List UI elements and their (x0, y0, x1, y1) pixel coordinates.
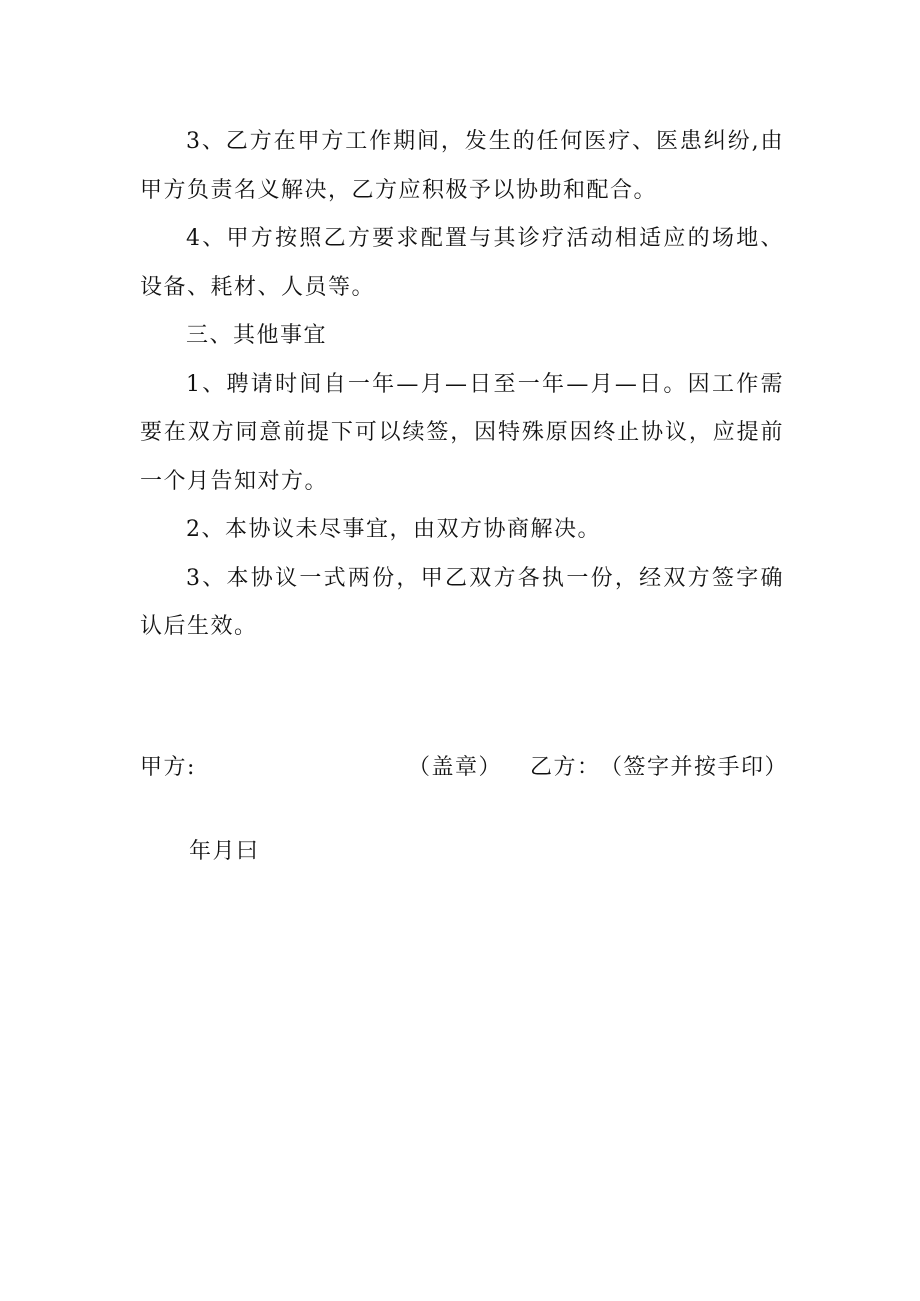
section-heading-other-matters: 三、其他事宜 (186, 323, 328, 348)
seal-label: （盖章） (408, 755, 503, 780)
clause-1-term: 1、聘请时间自一年—月—日至一年—月—日。因工作需要在双方同意前提下可以续签，因特殊原因终止协议，应提前一个月告知对方。 (140, 371, 784, 494)
clause-2-unresolved-matters: 2、本协议未尽事宜，由双方协商解决。 (186, 517, 601, 542)
clause-3-medical-disputes: 3、乙方在甲方工作期间，发生的任何医疗、医患纠纷,由甲方负责名义解决，乙方应积极予以协助和配合。 (140, 129, 784, 203)
sign-label: （签字并按手印） (600, 755, 789, 780)
signature-row (140, 744, 790, 792)
date-line: 年月曰 (189, 839, 260, 864)
agreement-body (140, 118, 784, 652)
party-b-label: 乙方： (530, 755, 601, 780)
party-a-label: 甲方: (140, 755, 196, 780)
clause-4-equipment: 4、甲方按照乙方要求配置与其诊疗活动相适应的场地、设备、耗材、人员等。 (140, 226, 784, 300)
clause-3-copies: 3、本协议一式两份，甲乙双方各执一份，经双方签字确认后生效。 (140, 565, 784, 639)
